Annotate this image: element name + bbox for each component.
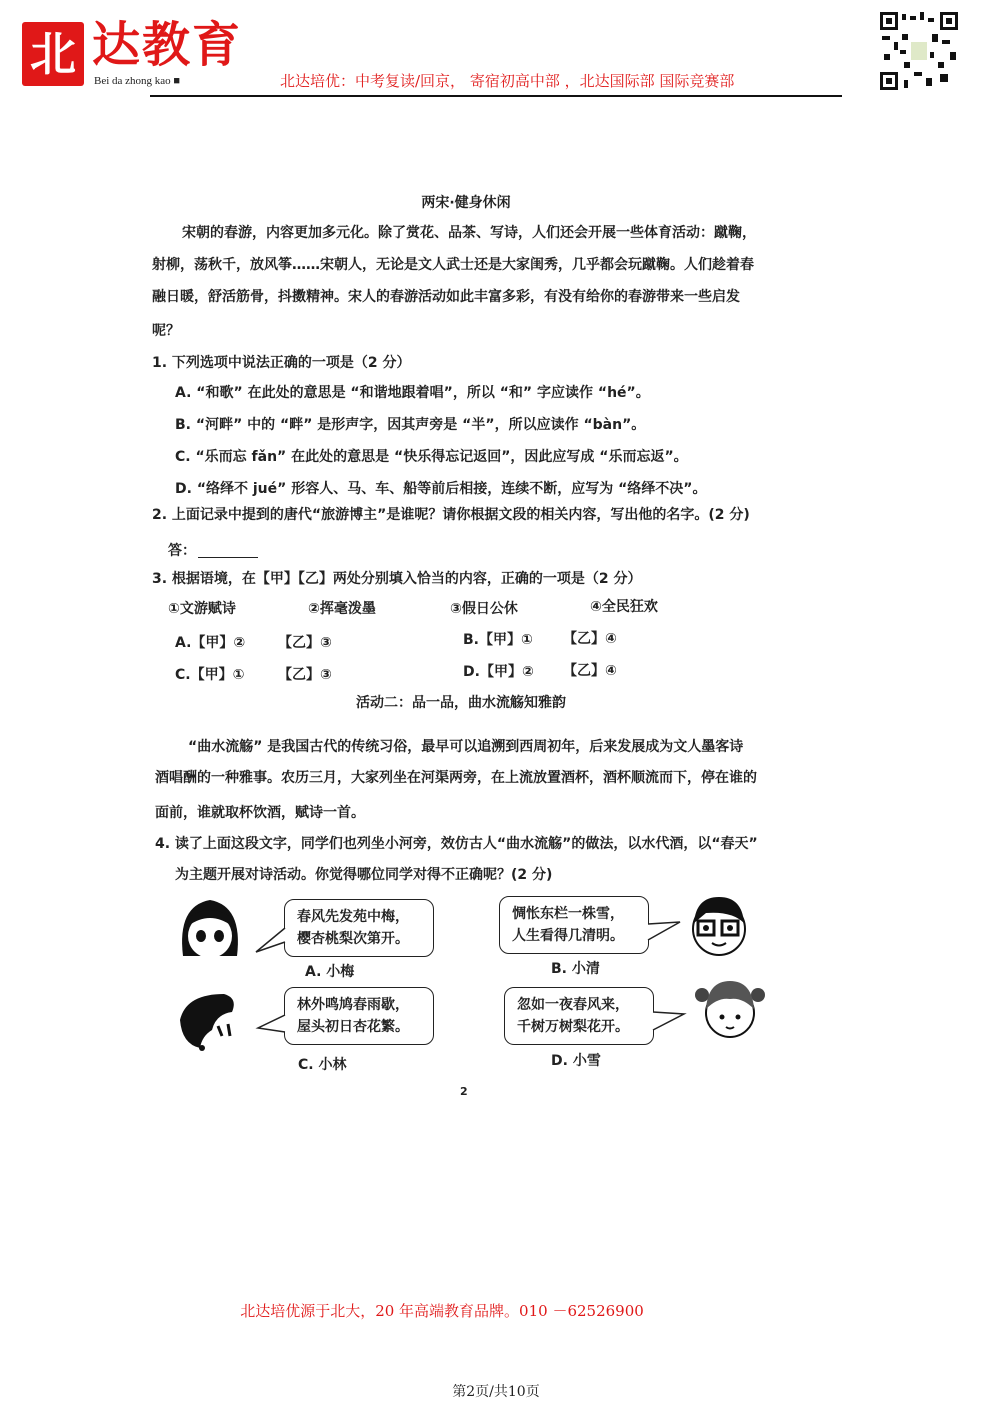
- poem-line: 千树万树梨花开。: [517, 1019, 629, 1035]
- question-3-choice-c: C.【甲】①: [175, 667, 245, 683]
- poem-line: 惆怅东栏一株雪，: [512, 906, 624, 922]
- question-3-choice-d: D.【甲】②: [463, 664, 534, 680]
- logo-mark: 北: [22, 22, 84, 86]
- question-3-choice-b-second: 【乙】④: [563, 631, 617, 647]
- student-name-c: C. 小林: [298, 1057, 347, 1073]
- paragraph-line: “曲水流觞” 是我国古代的传统习俗，最早可以追溯到西周初年，后来发展成为文人墨客诗: [188, 739, 744, 755]
- question-3-choice-d-second: 【乙】④: [563, 663, 617, 679]
- question-4-stem: 4. 读了上面这段文字，同学们也列坐小河旁，效仿古人“曲水流觞”的做法，以水代酒，以“春天”: [155, 836, 758, 852]
- student-name-d: D. 小雪: [551, 1053, 601, 1069]
- logo-subtitle: Bei da zhong kao ■: [94, 75, 181, 87]
- answer-blank[interactable]: [198, 557, 258, 558]
- poem-line: 樱杏桃梨次第开。: [297, 931, 409, 947]
- page-indicator: 第2页/共10页: [452, 1384, 540, 1400]
- question-3-choice-c-second: 【乙】③: [278, 667, 332, 683]
- speech-bubble-c: [284, 987, 434, 1045]
- question-3-item: ①文游赋诗: [168, 601, 236, 617]
- header-divider: [150, 95, 842, 97]
- page-number: 2: [460, 1085, 468, 1098]
- student-name-a: A. 小梅: [305, 964, 355, 980]
- question-3-stem: 3. 根据语境，在【甲】【乙】两处分别填入恰当的内容，正确的一项是（2 分）: [152, 571, 642, 587]
- question-3-item: ③假日公休: [450, 601, 518, 617]
- girl-face-icon: [175, 896, 245, 968]
- paragraph-line: 宋朝的春游，内容更加多元化。除了赏花、品茶、写诗，人们还会开展一些体育活动：蹴鞠，: [182, 225, 756, 241]
- paragraph-line: 呢？: [152, 323, 180, 339]
- question-3-choice-a: A.【甲】②: [175, 635, 246, 651]
- question-1-option-a: A. “和歌” 在此处的意思是 “和谐地跟着唱”，所以 “和” 字应读作 “hé”。: [175, 385, 650, 401]
- question-3-item: ④全民狂欢: [590, 599, 658, 615]
- question-3-item: ②挥毫泼墨: [308, 601, 376, 617]
- question-1-option-c: C. “乐而忘 fǎn” 在此处的意思是 “快乐得忘记返回”，因此应写成 “乐而忘返”。: [175, 449, 688, 465]
- question-2-stem: 2. 上面记录中提到的唐代“旅游博主”是谁呢？请你根据文段的相关内容，写出他的名字。(2 分): [152, 507, 750, 523]
- paragraph-line: 酒唱酬的一种雅事。农历三月，大家列坐在河渠两旁，在上流放置酒杯，酒杯顺流而下，停在谁的: [155, 770, 757, 786]
- question-3-choice-a-second: 【乙】③: [278, 635, 332, 651]
- speech-bubble-b: [499, 896, 649, 954]
- question-3-choice-b: B.【甲】①: [463, 632, 533, 648]
- answer-label: 答：: [168, 543, 196, 559]
- question-4-stem: 为主题开展对诗活动。你觉得哪位同学对得不正确呢？(2 分): [175, 867, 553, 883]
- question-1-stem: 1. 下列选项中说法正确的一项是（2 分）: [152, 355, 411, 371]
- section-title: 两宋·健身休闲: [421, 195, 511, 211]
- question-1-option-d: D. “络绎不 jué” 形容人、马、车、船等前后相接，连续不断，应写为 “络绎不决”。: [175, 481, 707, 497]
- footer-ad: 北达培优源于北大，20 年高端教育品牌。010 －62526900: [240, 1302, 644, 1320]
- paragraph-line: 面前，谁就取杯饮酒，赋诗一首。: [155, 805, 365, 821]
- speech-bubble-d: [504, 987, 654, 1045]
- poem-line: 忽如一夜春风来，: [517, 997, 629, 1013]
- paragraph-line: 融日暖，舒活筋骨，抖擞精神。宋人的春游活动如此丰富多彩，有没有给你的春游带来一些启发: [152, 289, 740, 305]
- student-name-b: B. 小清: [551, 961, 600, 977]
- speech-bubble-a: [284, 899, 434, 957]
- logo-text: 达教育: [92, 17, 243, 73]
- poem-line: 春风先发苑中梅，: [297, 909, 409, 925]
- boy-glasses-face-icon: [686, 893, 752, 959]
- girl-buns-face-icon: [694, 975, 766, 1039]
- header-slogan: 北达培优：中考复读/回京， 寄宿初高中部 ，北达国际部 国际竞赛部: [280, 72, 735, 90]
- section-title: 活动二：品一品，曲水流觞知雅韵: [356, 695, 566, 711]
- poem-line: 人生看得几清明。: [512, 928, 624, 944]
- poem-line: 屋头初日杏花繁。: [297, 1019, 409, 1035]
- question-1-option-b: B. “河畔” 中的 “畔” 是形声字，因其声旁是 “半”，所以应读作 “bàn”。: [175, 417, 646, 433]
- poem-line: 林外鸣鸠春雨歇，: [297, 997, 409, 1013]
- boy-hair-icon: [176, 990, 246, 1054]
- qr-code-icon: [880, 12, 958, 90]
- paragraph-line: 射柳，荡秋千，放风筝……宋朝人，无论是文人武士还是大家闺秀，几乎都会玩蹴鞠。人们趁着春: [152, 257, 754, 273]
